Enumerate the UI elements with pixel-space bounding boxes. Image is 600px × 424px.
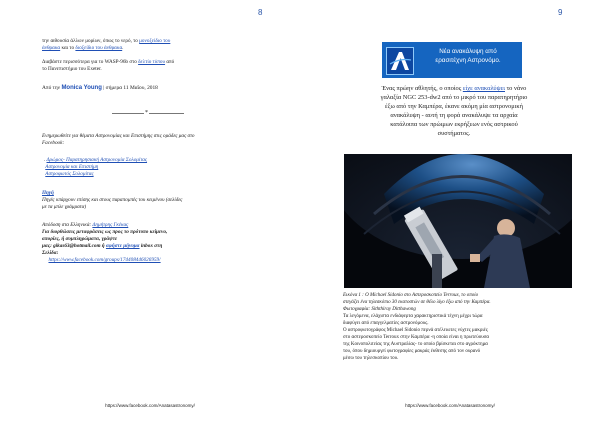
byline: Από την Monica Young | σήμερα 11 Μαΐου, 2018: [42, 85, 158, 91]
translator-link[interactable]: Δημήτρης Γκέκας: [92, 222, 129, 228]
group-link-1[interactable]: Δρώμος- Παρατηρησιακή Αστρονομία Σολομίτας: [46, 157, 148, 163]
paragraph-molecules: την αιθουσία άλλων μορίων, όπως το νερό, το μονοξείδιο του άνθρακα και το διοξείδιο του άνθρακα.: [42, 38, 171, 51]
lead-paragraph: Ένας πρώην αθλητής, ο οποίος είχε ανακαλύψει το νάνο γαλαξία NGC 253-dw2 από το μικρό του παρατηρητήριο έξω από την Καμπέρα, έκανε ακόμη μία αστρονομική ανακάλυψη - αυτή τη φορά ανακάλυψε τα αρχαία κατάλοιπα των πρώιμων εκρήξεων ενός αστρικού συστήματος.: [380, 85, 528, 138]
author-name[interactable]: Monica Young: [61, 85, 102, 91]
group-list: [44, 157, 264, 178]
page-number: 8: [258, 8, 263, 17]
text-line: Ο αστροφωτογράφος Michael Sidonio περνά ατέλειωτες νύχτες μακριές: [343, 328, 488, 333]
page-number: 9: [558, 8, 563, 17]
right-page: [300, 0, 600, 424]
astronomy-logo-icon: [386, 47, 414, 75]
observatory-photo: [344, 154, 572, 288]
photo-caption: Εικόνα 1 : Ο Michael Sidonio στο Αστεροσκοπείο Terroux, το οποίο στεγάζει ένα τηλεσκόπιο 30 εκατοστών σε θέλο λίγο έξω από την Καμπέρα. Φωτογραφία: Siththiray Ditthawong: [343, 293, 491, 312]
source-block: Πηγή Πηγές υπάρχουν επίσης και στους παραπομπές του κειμένου (σελίδες με τα μπλε γράμματα): [42, 190, 183, 210]
text-line: μέσω του τηλεσκοπίου του.: [343, 356, 399, 361]
text-line: διαφύγει από επαγγελματίες αστρονόμους.: [343, 321, 429, 326]
link-carbon-monoxide[interactable]: μονοξείδιο του: [139, 38, 171, 44]
facebook-info: Ενημερωθείτε για θέματα Αστρονομίας και Επιστήμης στις ομάδες μας στο Facebook:: [42, 133, 195, 146]
paragraph-read-more: Διαβάστε περισσότερα για το WASP-96b στο δελτίο τύπου από το Πανεπιστήμιο του Exeter.: [42, 59, 175, 72]
text-line: Τα λεγόμενα, ελάχιστα ενδιάφερτα χαρακτηριστικά τέχνη μέχρι τώρα: [343, 314, 483, 319]
text-line: του, όπου δημιουργεί φωτογραφίες μακράς έκθεσης από τον ουρανό: [343, 349, 481, 354]
link-discovered[interactable]: είχε ανακαλύψει: [462, 85, 505, 92]
list-item: . Δρώμος- Παρατηρησιακή Αστρονομία Σολομίτας: [44, 157, 148, 163]
list-item: [44, 171, 264, 178]
group-link-3[interactable]: Αστροφωτός Σολομίτας: [45, 171, 94, 177]
facebook-group-url[interactable]: https://www.facebook.com/groups/174408446026959/: [48, 257, 161, 263]
source-link[interactable]: Πηγή: [42, 190, 54, 196]
link-carbon-monoxide-2[interactable]: άνθρακα: [42, 45, 61, 51]
link-carbon-dioxide[interactable]: διοξείδιο του άνθρακα: [75, 45, 123, 51]
body-text: [343, 313, 571, 362]
translation-block: Απόδοση στα Ελληνικά: Δημήτρης Γκέκας Για διορθώσεις μεταφράσεις ως προς το πρότυπο κείμενο, απορίες, ή συμπληρώματα, γράψτε μας: gikas63@hotmail.com ή αφήστε μήνυμα inbox στη Σελίδα: https://www.facebook.com/groups/174408446026959/: [42, 222, 168, 263]
separator: *: [112, 113, 184, 114]
text-line: της Κοινοπολιτείας της Αυστραλίας- το οποίο βρίσκεται στο αγρόκτημα: [343, 342, 488, 347]
group-link-2[interactable]: Αστρονομία και Επιστήμη: [45, 164, 99, 170]
title-banner: [382, 42, 522, 78]
link-press-release[interactable]: δελτίο τύπου: [138, 59, 166, 65]
message-link[interactable]: αφήστε μήνυμα: [105, 243, 140, 249]
page-footer: https://www.facebook.com/Anatasastronomy/: [405, 403, 495, 408]
list-item: [44, 164, 264, 171]
banner-title: Νέα ανακάλυψη από ερασιτέχνη Αστρονόμο.: [435, 48, 501, 64]
page-footer: https://www.facebook.com/Anatasastronomy/: [105, 403, 195, 408]
text-line: στο αστεροσκοπείο Terroux στην Καμπέρα -η οποία είναι η πρωτεύουσα: [343, 335, 489, 340]
